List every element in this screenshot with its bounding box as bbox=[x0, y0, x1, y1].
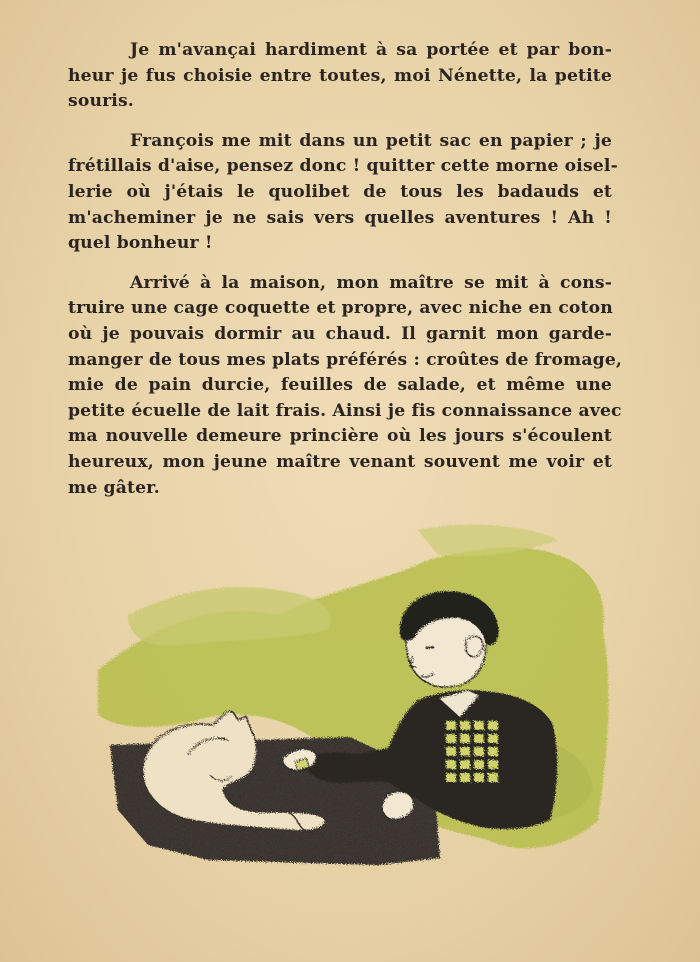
text-line: heur je fus choisie entre toutes, moi Nénette, la petite bbox=[68, 65, 612, 86]
text-line: Je m'avançai hardiment à sa portée et par bon- bbox=[130, 40, 612, 60]
text-line: mie de pain durcie, feuilles de salade, et même une bbox=[68, 375, 612, 396]
text-line: où je pouvais dormir au chaud. Il garnit mon garde- bbox=[68, 323, 612, 344]
text-line: petite écuelle de lait frais. Ainsi je fis connaissance avec bbox=[68, 400, 622, 421]
boy-feeding-cat-illustration bbox=[88, 520, 628, 870]
text-line: manger de tous mes plats préférés : croûtes de fromage, bbox=[68, 349, 623, 370]
paragraph-2 bbox=[68, 129, 618, 257]
text-line: heureux, mon jeune maître venant souvent me voir et bbox=[68, 451, 612, 472]
text-line: truire une cage coquette et propre, avec niche en coton bbox=[68, 298, 613, 319]
text-line: me gâter. bbox=[68, 477, 160, 498]
text-line: ma nouvelle demeure princière où les jours s'écoulent bbox=[68, 426, 612, 447]
plaid-vest bbox=[443, 718, 501, 790]
text-line: souris. bbox=[68, 91, 134, 112]
paragraph-1 bbox=[68, 38, 612, 115]
text-line: lerie où j'étais le quolibet de tous les badauds et bbox=[68, 181, 612, 202]
paragraph-3 bbox=[68, 271, 623, 501]
page-text bbox=[68, 38, 623, 515]
text-line: Arrivé à la maison, mon maître se mit à cons- bbox=[130, 272, 612, 293]
text-line: quel bonheur ! bbox=[68, 233, 213, 254]
text-line: frétillais d'aise, pensez donc ! quitter cette morne oisel- bbox=[68, 156, 618, 177]
text-line: m'acheminer je ne sais vers quelles aventures ! Ah ! bbox=[68, 207, 612, 228]
text-line: François me mit dans un petit sac en papier ; je bbox=[130, 130, 612, 151]
